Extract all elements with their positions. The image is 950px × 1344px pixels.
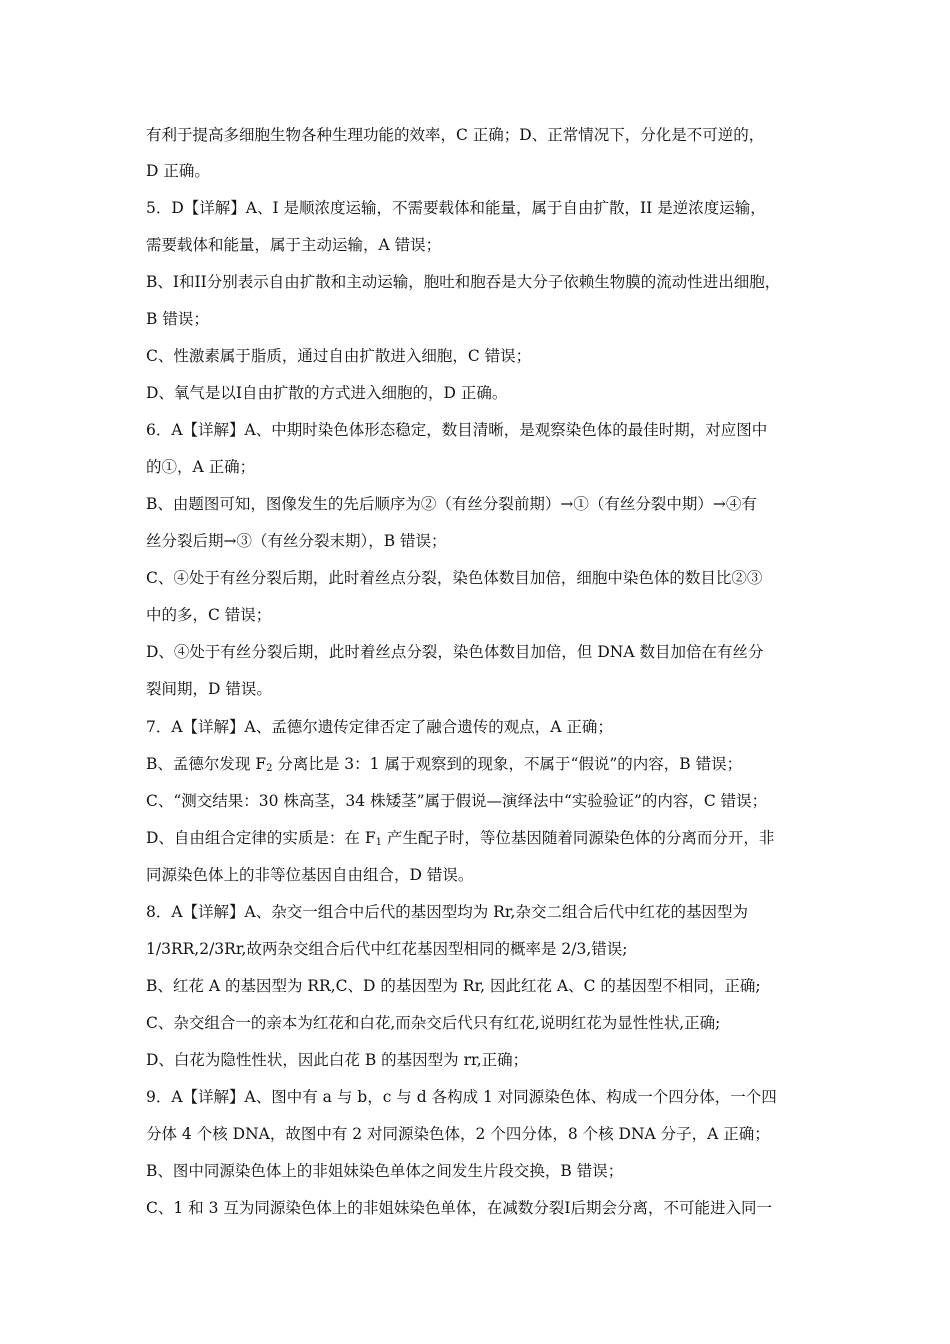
text-line: 8．A【详解】A、杂交一组合中后代的基因型均为 Rr,杂交二组合后代中红花的基因型为 — [146, 903, 748, 921]
text-line: 9．A【详解】A、图中有 a 与 b，c 与 d 各构成 1 对同源染色体、构成一个四分体，一个四 — [146, 1088, 777, 1106]
text-line: 7．A【详解】A、孟德尔遗传定律否定了融合遗传的观点，A 正确； — [146, 718, 613, 736]
text-line: B、I和II分别表示自由扩散和主动运输，胞吐和胞吞是大分子依赖生物膜的流动性进出细胞， — [146, 273, 781, 291]
text-line: 5．D【详解】A、I 是顺浓度运输，不需要载体和能量，属于自由扩散，II 是逆浓度运输， — [146, 199, 766, 217]
text-line: C、性激素属于脂质，通过自由扩散进入细胞，C 错误； — [146, 347, 532, 365]
text-segment: B、孟德尔发现 F — [146, 755, 267, 773]
text-line: 有利于提高多细胞生物各种生理功能的效率，C 正确；D、正常情况下，分化是不可逆的， — [146, 126, 765, 144]
text-line: C、杂交组合一的亲本为红花和白花,而杂交后代只有红花,说明红花为显性性状,正确; — [146, 1014, 721, 1032]
text-line: B 错误； — [146, 310, 209, 328]
text-line: B、红花 A 的基因型为 RR,C、D 的基因型为 Rr, 因此红花 A、C 的基因型不相同，正确; — [146, 977, 761, 995]
text-segment: 分离比是 3：1 属于观察到的现象，不属于“假说”的内容，B 错误； — [272, 755, 743, 773]
text-line: C、“测交结果：30 株高茎，34 株矮茎”属于假说—演绎法中“实验验证”的内容，C 错误； — [146, 792, 768, 810]
text-line: 中的多，C 错误； — [146, 606, 272, 624]
text-line: 的①，A 正确； — [146, 458, 256, 476]
text-line: B、由题图可知，图像发生的先后顺序为②（有丝分裂前期）→①（有丝分裂中期）→④有 — [146, 495, 757, 513]
text-line: D、④处于有丝分裂后期，此时着丝点分裂，染色体数目加倍，但 DNA 数目加倍在有丝分 — [146, 643, 764, 661]
text-line — [146, 827, 811, 849]
text-line: 需要载体和能量，属于主动运输，A 错误； — [146, 236, 442, 254]
text-line: 分体 4 个核 DNA，故图中有 2 对同源染色体，2 个四分体，8 个核 DNA 分子，A 正确； — [146, 1125, 770, 1143]
text-segment: 产生配子时，等位基因随着同源染色体的分离而分开，非 — [382, 829, 775, 847]
text-line: 1/3RR,2/3Rr,故两杂交组合后代中红花基因型相同的概率是 2/3,错误; — [146, 940, 628, 958]
subscript: 2 — [266, 763, 273, 774]
text-segment: D、自由组合定律的实质是：在 F — [146, 829, 376, 847]
text-line: C、1 和 3 互为同源染色体上的非姐妹染色单体，在减数分裂I后期会分离，不可能进入同一 — [146, 1199, 772, 1217]
text-line: C、④处于有丝分裂后期，此时着丝点分裂，染色体数目加倍，细胞中染色体的数目比②③ — [146, 569, 763, 587]
text-line: 裂间期，D 错误。 — [146, 680, 272, 698]
text-line — [146, 753, 811, 775]
text-line: D、白花为隐性性状，因此白花 B 的基因型为 rr,正确； — [146, 1051, 529, 1069]
subscript: 1 — [375, 837, 382, 848]
text-line: D、氧气是以I自由扩散的方式进入细胞的，D 正确。 — [146, 384, 508, 402]
text-line: D 正确。 — [146, 162, 210, 180]
text-line: 同源染色体上的非等位基因自由组合，D 错误。 — [146, 866, 474, 884]
text-line: 丝分裂后期→③（有丝分裂末期），B 错误； — [146, 532, 447, 550]
text-line: B、图中同源染色体上的非姐妹染色单体之间发生片段交换，B 错误； — [146, 1162, 624, 1180]
text-line: 6．A【详解】A、中期时染色体形态稳定，数目清晰，是观察染色体的最佳时期，对应图中 — [146, 421, 768, 439]
